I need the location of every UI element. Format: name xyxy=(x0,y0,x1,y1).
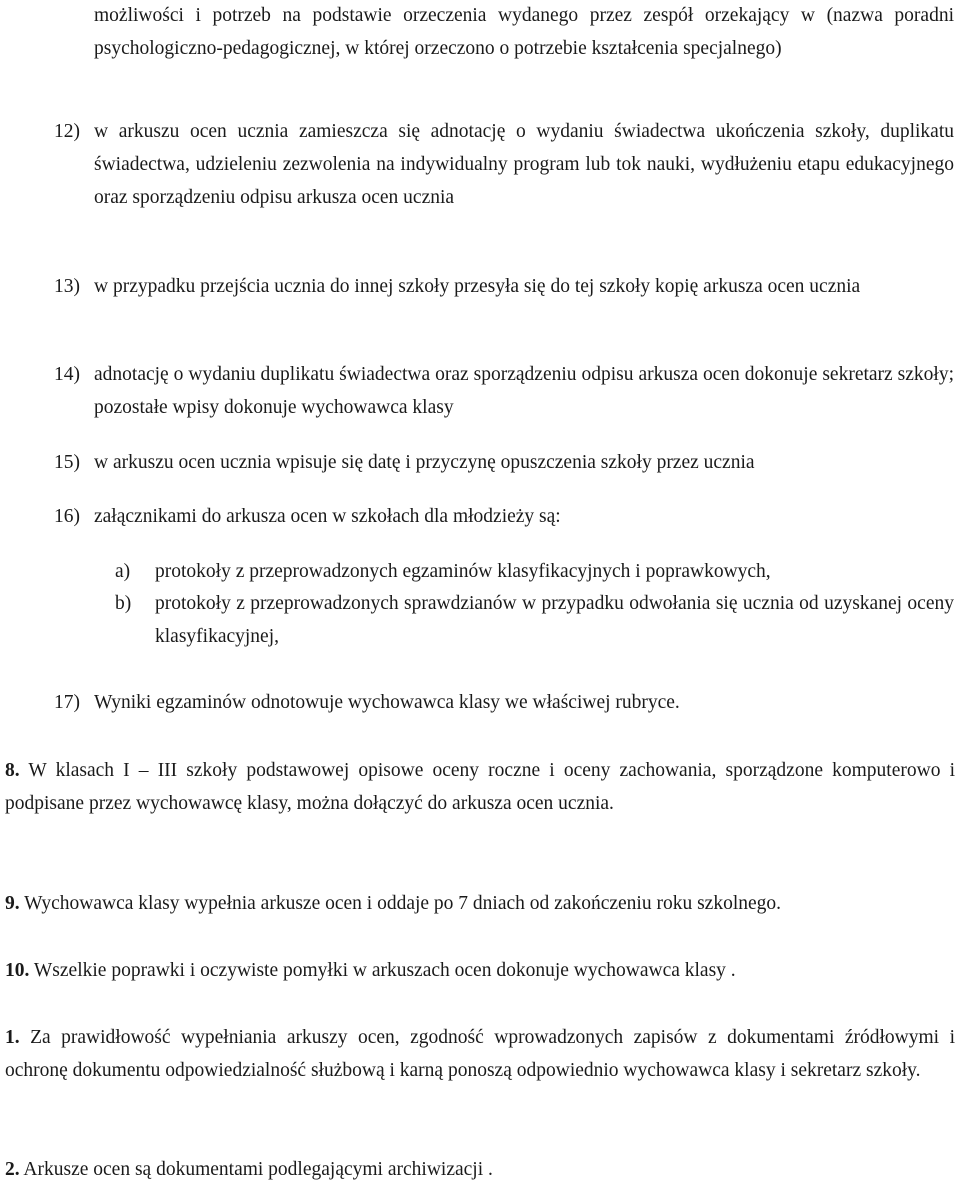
paragraph-10 xyxy=(5,954,955,987)
paragraph-1 xyxy=(5,1021,955,1087)
paragraph-2 xyxy=(5,1153,955,1186)
item-number: 17) xyxy=(54,692,80,713)
item-number: 16) xyxy=(54,506,80,527)
sub-item-text: protokoły z przeprowadzonych egzaminów klasyfikacyjnych i poprawkowych, xyxy=(155,561,771,582)
item-text: załącznikami do arkusza ocen w szkołach dla młodzieży są: xyxy=(94,506,561,527)
item-text: Wyniki egzaminów odnotowuje wychowawca klasy we właściwej rubryce. xyxy=(94,692,680,713)
item-text: w arkuszu ocen ucznia wpisuje się datę i przyczynę opuszczenia szkoły przez ucznia xyxy=(94,452,755,473)
sub-item-a xyxy=(115,555,954,588)
list-item-12 xyxy=(54,115,954,214)
item-text: adnotację o wydaniu duplikatu świadectwa oraz sporządzeniu odpisu arkusza ocen dokonuje sekretarz szkoły; pozostałe wpisy dokonuje wychowawca klasy xyxy=(94,364,954,418)
item-number: 13) xyxy=(54,276,80,297)
paragraph-number: 8. xyxy=(5,760,20,781)
paragraph-text: Wychowawca klasy wypełnia arkusze ocen i oddaje po 7 dniach od zakończeniu roku szkolnego. xyxy=(19,893,782,914)
list-item-14 xyxy=(54,358,954,424)
item-text: w przypadku przejścia ucznia do innej szkoły przesyła się do tej szkoły kopię arkusza ocen ucznia xyxy=(94,276,861,297)
item-number: 14) xyxy=(54,364,80,385)
paragraph-text: W klasach I – III szkoły podstawowej opisowe oceny roczne i oceny zachowania, sporządzone komputerowo i podpisane przez wychowawcę klasy, można dołączyć do arkusza ocen ucznia. xyxy=(5,760,955,814)
paragraph-9 xyxy=(5,887,955,920)
continuation-body: możliwości i potrzeb na podstawie orzeczenia wydanego przez zespół orzekający w (nazwa poradni psychologiczno-pedagogicznej, w której orzeczono o potrzebie kształcenia specjalnego) xyxy=(94,5,954,59)
sub-item-b xyxy=(115,587,954,653)
item-number: 15) xyxy=(54,452,80,473)
paragraph-number: 10. xyxy=(5,960,30,981)
list-item-15 xyxy=(54,446,954,479)
list-item-17 xyxy=(54,686,954,719)
paragraph-number: 9. xyxy=(5,893,20,914)
paragraph-text: Arkusze ocen są dokumentami podlegającymi archiwizacji . xyxy=(19,1159,493,1180)
paragraph-text: Wszelkie poprawki i oczywiste pomyłki w arkuszach ocen dokonuje wychowawca klasy . xyxy=(29,960,736,981)
list-item-13 xyxy=(54,270,954,303)
sub-item-text: protokoły z przeprowadzonych sprawdzianów w przypadku odwołania się ucznia od uzyskanej oceny klasyfikacyjnej, xyxy=(155,593,954,647)
paragraph-number: 1. xyxy=(5,1027,20,1048)
sub-item-letter: a) xyxy=(115,561,131,582)
paragraph-8 xyxy=(5,754,955,820)
paragraph-text: Za prawidłowość wypełniania arkuszy ocen, zgodność wprowadzonych zapisów z dokumentami źródłowymi i ochronę dokumentu odpowiedzialność służbową i karną ponoszą odpowiednio wychowawca klasy i sekretarz szkoły. xyxy=(5,1027,955,1081)
item-number: 12) xyxy=(54,121,80,142)
item-text: w arkuszu ocen ucznia zamieszcza się adnotację o wydaniu świadectwa ukończenia szkoły, duplikatu świadectwa, udzieleniu zezwolenia na indywidualny program lub tok nauki, wydłużeniu etapu edukacyjnego oraz sporządzeniu odpisu arkusza ocen ucznia xyxy=(94,121,954,208)
list-item-16 xyxy=(54,500,954,533)
sub-item-letter: b) xyxy=(115,593,132,614)
paragraph-number: 2. xyxy=(5,1159,20,1180)
continuation-text xyxy=(94,0,954,65)
